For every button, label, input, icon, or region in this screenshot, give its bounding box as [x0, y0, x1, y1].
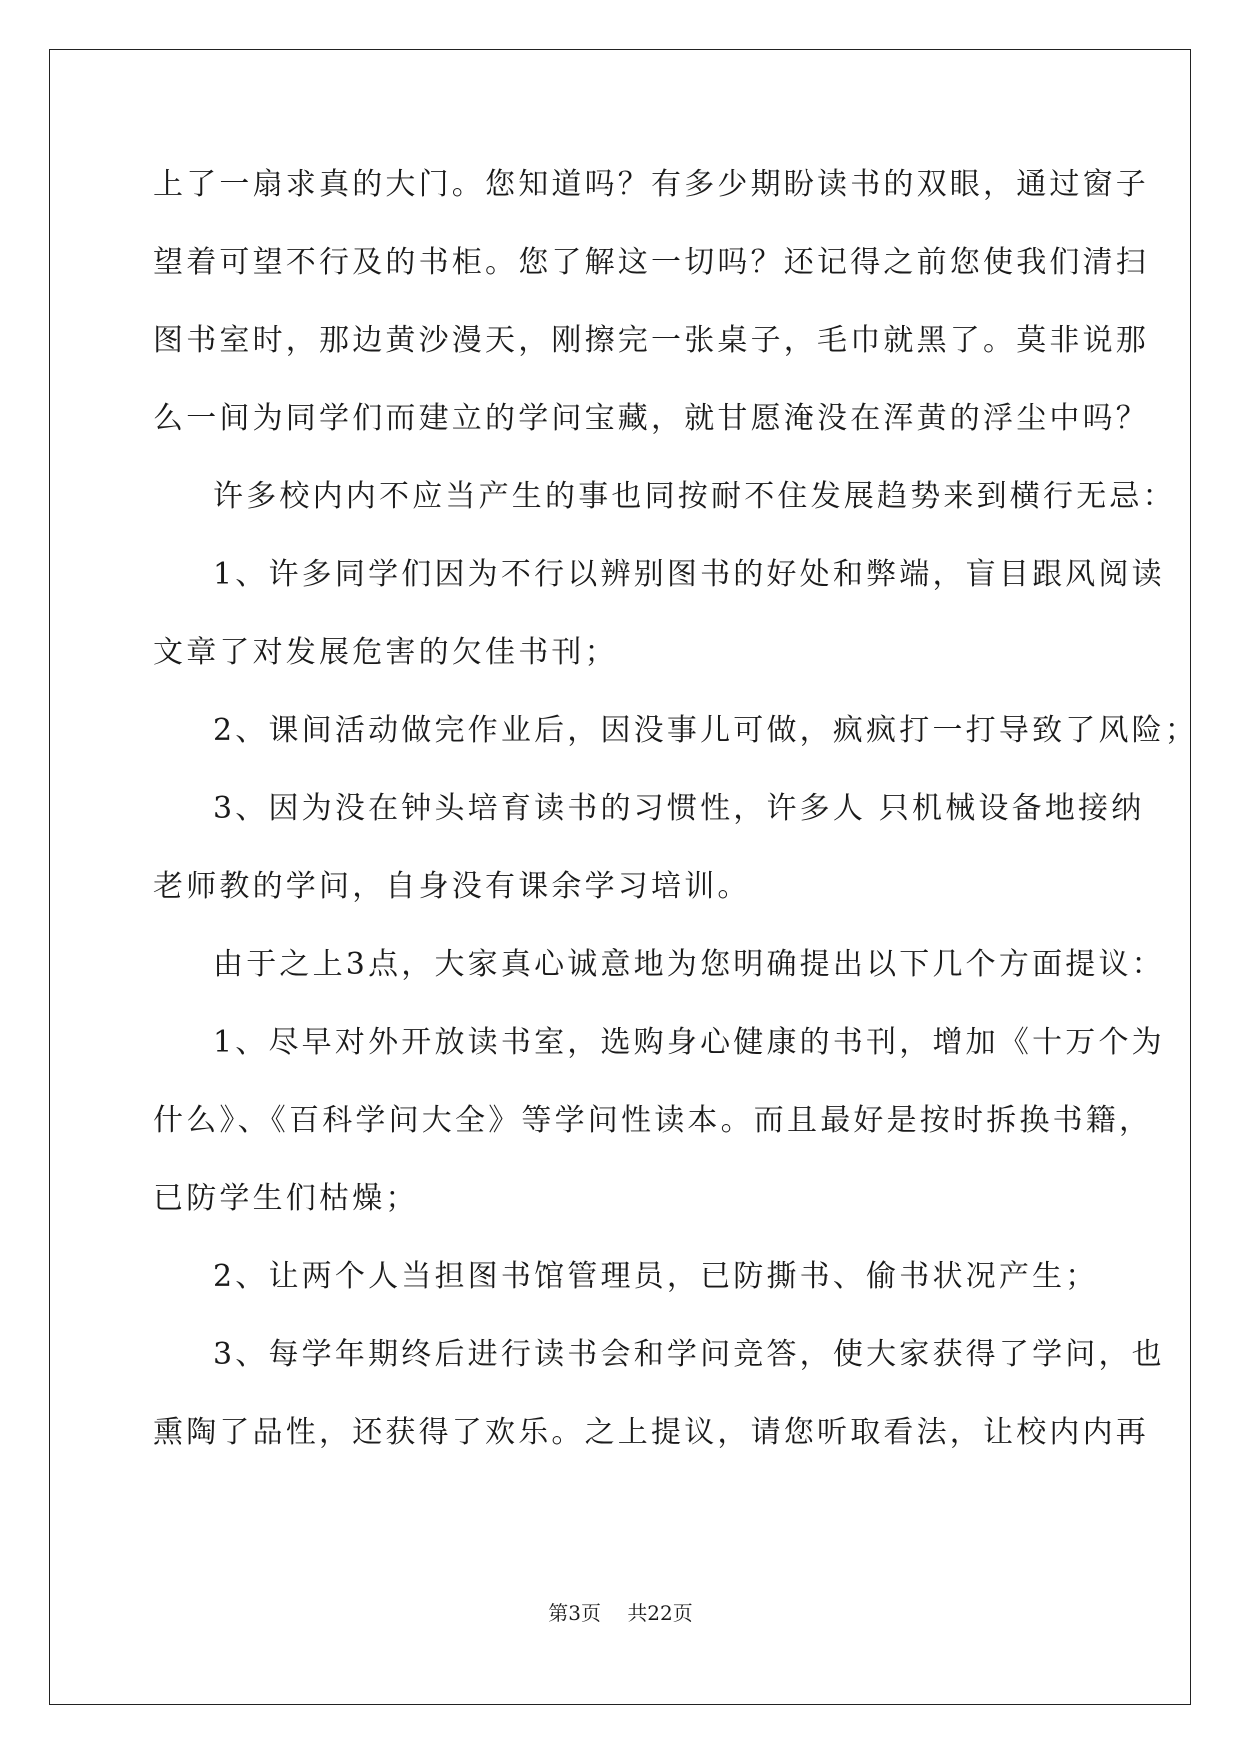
text-line: 么一间为同学们而建立的学问宝藏，就甘愿淹没在浑黄的浮尘中吗？ — [153, 401, 1149, 436]
page-footer — [0, 1601, 1241, 1625]
page-number: 第3页 — [548, 1601, 601, 1625]
text-line: 2、课间活动做完作业后，因没事儿可做，疯疯打一打导致了风险； — [213, 713, 1199, 748]
text-line: 1、许多同学们因为不行以辨别图书的好处和弊端，盲目跟风阅读 — [213, 557, 1165, 592]
text-line: 老师教的学问，自身没有课余学习培训。 — [153, 869, 751, 904]
text-line: 上了一扇求真的大门。您知道吗？有多少期盼读书的双眼，通过窗子 — [153, 167, 1149, 202]
text-line: 望着可望不行及的书柜。您了解这一切吗？还记得之前您使我们清扫 — [153, 245, 1149, 280]
page-total: 共22页 — [627, 1601, 693, 1625]
text-line: 由于之上3点，大家真心诚意地为您明确提出以下几个方面提议： — [213, 947, 1165, 982]
text-line: 图书室时，那边黄沙漫天，刚擦完一张桌子，毛巾就黑了。莫非说那 — [153, 323, 1149, 358]
text-line: 1、尽早对外开放读书室，选购身心健康的书刊，增加《十万个为 — [213, 1025, 1165, 1060]
text-line: 3、每学年期终后进行读书会和学问竞答，使大家获得了学问，也 — [213, 1337, 1165, 1372]
text-line: 文章了对发展危害的欠佳书刊； — [153, 635, 618, 670]
text-line: 许多校内内不应当产生的事也同按耐不住发展趋势来到横行无忌： — [213, 479, 1176, 514]
text-line: 2、让两个人当担图书馆管理员，已防撕书、偷书状况产生； — [213, 1259, 1099, 1294]
text-line: 什么》、《百科学问大全》等学问性读本。而且最好是按时拆换书籍， — [153, 1103, 1153, 1138]
text-line: 熏陶了品性，还获得了欢乐。之上提议，请您听取看法，让校内内再 — [153, 1415, 1149, 1450]
text-line: 3、因为没在钟头培育读书的习惯性，许多人 只机械设备地接纳 — [213, 791, 1145, 826]
text-line: 已防学生们枯燥； — [153, 1181, 419, 1216]
